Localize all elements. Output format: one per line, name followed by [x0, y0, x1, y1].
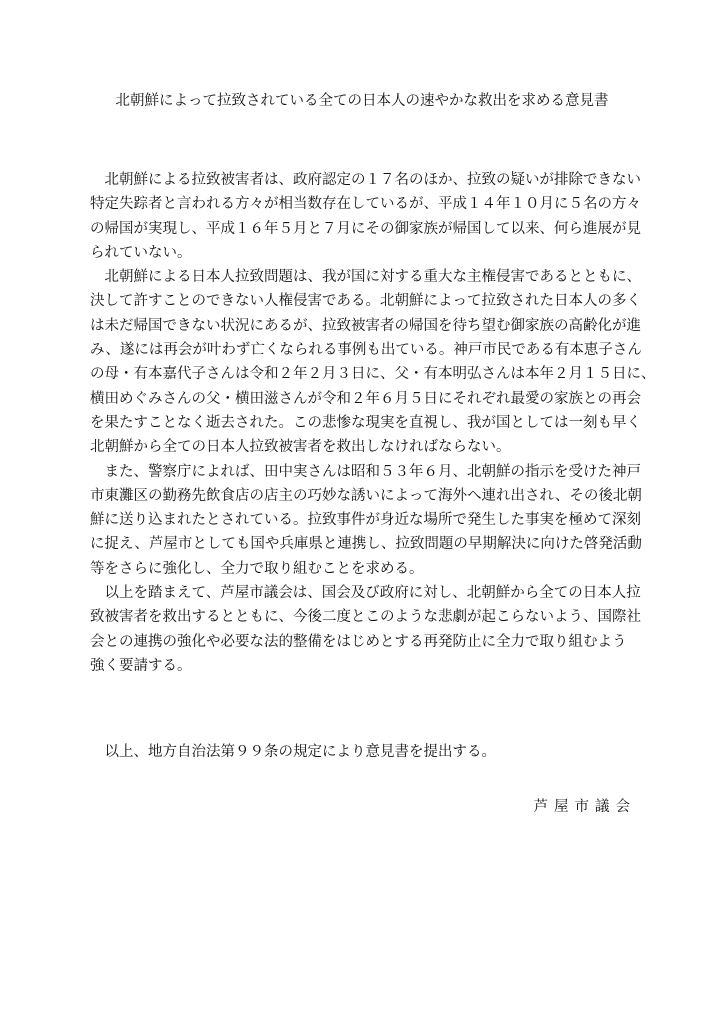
paragraph-line: 北朝鮮による日本人拉致問題は、我が国に対する重大な主権侵害であるとともに、: [104, 269, 641, 286]
paragraph-line: られていない。: [90, 244, 192, 261]
paragraph-line: 横田めぐみさんの父・横田滋さんが令和２年６月５日にそれぞれ最愛の家族との再会: [90, 390, 641, 407]
document-body: [90, 168, 656, 678]
paragraph-line: 北朝鮮による拉致被害者は、政府認定の１７名のほか、拉致の疑いが排除できない: [104, 172, 641, 188]
paragraph-line: 以上を踏まえて、芦屋市議会は、国会及び政府に対し、北朝鮮から全ての日本人拉: [104, 585, 641, 602]
paragraph-line: 等をさらに強化し、全力で取り組むことを求める。: [90, 560, 424, 577]
paragraph-line: また、警察庁によれば、田中実さんは昭和５３年６月、北朝鮮の指示を受けた神戸: [104, 463, 641, 480]
paragraph-line: は未だ帰国できない状況にあるが、拉致被害者の帰国を待ち望む御家族の高齢化が進: [90, 317, 641, 334]
paragraph-4: [90, 581, 642, 678]
paragraph-line: に捉え、芦屋市としても国や兵庫県と連携し、拉致問題の早期解決に向けた啓発活動: [90, 536, 642, 553]
paragraph-line: 北朝鮮から全ての日本人拉致被害者を救出しなければならない。: [90, 439, 511, 456]
closing-statement: 以上、地方自治法第９９条の規定により意見書を提出する。: [104, 744, 496, 760]
paragraph-line: 特定失踪者と言われる方々が相当数存在しているが、平成１４年１０月に５名の方々: [90, 196, 641, 213]
paragraph-line: 致被害者を救出するとともに、今後二度とこのような悲劇が起こらないよう、国際社: [90, 609, 641, 626]
signature-council: 芦屋市議会: [533, 799, 636, 815]
paragraph-1: [90, 168, 642, 265]
paragraph-line: を果たすことなく逝去された。この悲惨な現実を直視し、我が国としては一刻も早く: [90, 414, 641, 431]
paragraph-3: [90, 460, 642, 581]
paragraph-line: 決して許すことのできない人権侵害である。北朝鮮によって拉致された日本人の多く: [90, 293, 641, 310]
paragraph-2: [90, 265, 656, 459]
paragraph-line: 会との連携の強化や必要な法的整備をはじめとする再発防止に全力で取り組むよう: [90, 633, 627, 650]
paragraph-line: 鮮に送り込まれたとされている。拉致事件が身近な場所で発生した事実を極めて深刻: [90, 512, 641, 529]
paragraph-line: み、遂には再会が叶わず亡くなられる事例も出ている。神戸市民である有本恵子さん: [90, 342, 642, 359]
paragraph-line: の帰国が実現し、平成１６年５月と７月にその御家族が帰国して以来、何ら進展が見: [90, 220, 641, 237]
paragraph-line: 市東灘区の勤務先飲食店の店主の巧妙な誘いによって海外へ連れ出され、その後北朝: [90, 487, 642, 504]
paragraph-line: の母・有本嘉代子さんは令和２年２月３日に、父・有本明弘さんは本年２月１５日に、: [90, 366, 656, 383]
document-title: 北朝鮮によって拉致されている全ての日本人の速やかな救出を求める意見書: [115, 93, 609, 109]
paragraph-line: 強く要請する。: [90, 657, 192, 674]
